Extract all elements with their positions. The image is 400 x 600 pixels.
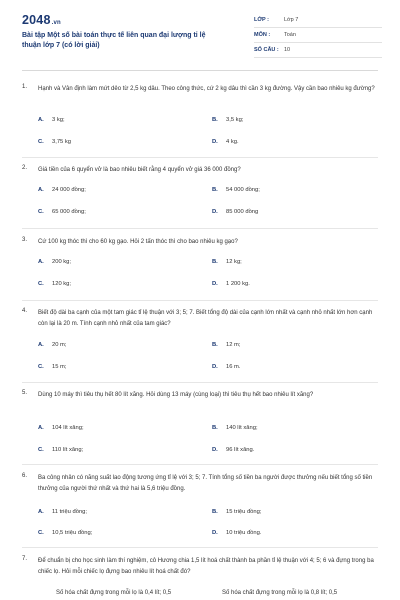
- question-1: [22, 84, 378, 144]
- question-6: [22, 473, 378, 543]
- option-text: 3,5 kg;: [226, 117, 244, 123]
- option-letter: D.: [212, 209, 218, 215]
- option-a[interactable]: [38, 509, 87, 515]
- question-7: [22, 556, 378, 588]
- header-divider: [22, 70, 378, 71]
- option-d[interactable]: [212, 447, 254, 453]
- option-letter: A.: [38, 425, 44, 431]
- option-text: 11 triệu đồng;: [52, 509, 88, 515]
- option-letter: D.: [212, 364, 218, 370]
- question-number: 2.: [22, 165, 28, 171]
- meta-divider: [254, 27, 382, 28]
- option-b[interactable]: [212, 342, 241, 348]
- option-text: 1 200 kg.: [226, 281, 250, 287]
- option-c[interactable]: [38, 530, 92, 536]
- meta-count-value: 10: [284, 47, 291, 53]
- option-text: 140 lít xăng;: [226, 425, 258, 431]
- question-text: Dùng 10 máy thì tiêu thụ hết 80 lít xăng. Hỏi dùng 13 máy (cùng loại) thì tiêu thụ hết bao nhiêu lít xăng?: [38, 392, 314, 398]
- document-title: Bài tập Một số bài toán thực tế liên quan đại lượng tỉ lệ thuận lớp 7 (có lời giải): [22, 32, 206, 49]
- question-5: [22, 390, 378, 460]
- question-4: [22, 308, 378, 378]
- option-a[interactable]: [38, 425, 84, 431]
- option-text: 96 lít xăng.: [226, 447, 255, 453]
- document-header: [0, 0, 400, 62]
- option-a[interactable]: [38, 259, 71, 265]
- question-text: Hạnh và Vân định làm mứt dẻo từ 2,5 kg dâu. Theo công thức, cứ 2 kg dâu thì cần 3 kg đường. Vậy cần bao nhiêu kg đường?: [38, 86, 375, 92]
- option-letter: B.: [212, 425, 218, 431]
- question-3: [22, 237, 378, 292]
- logo-text: 2048: [22, 13, 51, 27]
- option-letter: B.: [212, 117, 218, 123]
- option-text: 10 triệu đồng.: [226, 530, 262, 536]
- question-divider: [22, 228, 378, 229]
- option-text: 20 m;: [52, 342, 67, 348]
- question-number: 6.: [22, 473, 28, 479]
- option-letter: D.: [212, 139, 218, 145]
- option-a[interactable]: [38, 187, 86, 193]
- option-letter: A.: [38, 342, 44, 348]
- option-letter: D.: [212, 447, 218, 453]
- option-letter: B.: [212, 187, 218, 193]
- option-text: 15 triệu đồng;: [226, 509, 262, 515]
- option-text: 54 000 đồng;: [226, 187, 260, 193]
- option-text: 110 lít xăng;: [52, 447, 84, 453]
- question-text: Để chuẩn bị cho học sinh làm thí nghiệm, cô Hương chia 1,5 lít hoá chất thành ba phần tỉ lệ thuận với 4; 5; 6 và đựng trong ba chiếc lọ. Hỏi mỗi chiếc lọ đựng bao nhiêu lít hoá chất đó?: [38, 558, 374, 575]
- question-text: Cứ 100 kg thóc thì cho 60 kg gạo. Hỏi 2 tấn thóc thì cho bao nhiêu kg gạo?: [38, 239, 238, 245]
- question-text: Giá tiền của 6 quyển vở là bao nhiêu biết rằng 4 quyển vở giá 36 000 đồng?: [38, 167, 241, 173]
- option-d[interactable]: [212, 139, 239, 145]
- meta-subject-row: [254, 29, 382, 44]
- option-letter: C.: [38, 447, 44, 453]
- option-a[interactable]: [38, 117, 65, 123]
- option-b[interactable]: [212, 509, 261, 515]
- option-text: 16 m.: [226, 364, 241, 370]
- option-text: 65 000 đồng;: [52, 209, 86, 215]
- option-letter: D.: [212, 530, 218, 536]
- meta-count-row: [254, 44, 382, 59]
- option-text: 15 m;: [52, 364, 67, 370]
- question-divider: [22, 157, 378, 158]
- question-number: 4.: [22, 308, 28, 314]
- option-partial-right[interactable]: Số hóa chất đựng trong mỗi lọ là 0,8 lít; 0,5: [222, 590, 338, 596]
- option-d[interactable]: [212, 364, 241, 370]
- question-number: 5.: [22, 390, 28, 396]
- option-b[interactable]: [212, 425, 258, 431]
- option-letter: C.: [38, 139, 44, 145]
- option-letter: C.: [38, 530, 44, 536]
- option-text: 104 lít xăng;: [52, 425, 84, 431]
- option-text: 10,5 triệu đồng;: [52, 530, 93, 536]
- logo-suffix: .vn: [51, 20, 61, 26]
- meta-subject-value: Toán: [284, 32, 296, 38]
- question-divider: [22, 300, 378, 301]
- question-number: 3.: [22, 237, 28, 243]
- option-partial-left[interactable]: Số hóa chất đựng trong mỗi lọ là 0,4 lít; 0,5: [56, 590, 172, 596]
- option-text: 3,75 kg: [52, 139, 72, 145]
- meta-info: [254, 14, 382, 59]
- option-c[interactable]: [38, 364, 67, 370]
- option-b[interactable]: [212, 187, 260, 193]
- option-letter: A.: [38, 187, 44, 193]
- option-text: 12 m;: [226, 342, 241, 348]
- option-letter: D.: [212, 281, 218, 287]
- question-2: [22, 165, 378, 220]
- option-text: 200 kg;: [52, 259, 72, 265]
- question-divider: [22, 464, 378, 465]
- option-c[interactable]: [38, 139, 71, 145]
- option-letter: B.: [212, 509, 218, 515]
- option-a[interactable]: [38, 342, 67, 348]
- question-number: 1.: [22, 84, 28, 90]
- meta-subject-label: MÔN :: [254, 32, 271, 38]
- option-letter: A.: [38, 259, 44, 265]
- option-letter: A.: [38, 117, 44, 123]
- option-letter: C.: [38, 281, 44, 287]
- question-text: Biết độ dài ba cạnh của một tam giác tỉ lệ thuận với 3; 5; 7. Biết tổng độ dài của cạnh lớn nhất và cạnh nhỏ nhất lớn hơn cạnh còn lại là 20 m. Tính cạnh nhỏ nhất của tam giác?: [38, 310, 373, 327]
- meta-divider: [254, 57, 382, 58]
- option-text: 4 kg.: [226, 139, 239, 145]
- option-letter: C.: [38, 364, 44, 370]
- option-letter: C.: [38, 209, 44, 215]
- option-d[interactable]: [212, 281, 250, 287]
- option-b[interactable]: [212, 117, 243, 123]
- option-text: 85 000 đồng: [226, 209, 259, 215]
- option-text: 120 kg;: [52, 281, 72, 287]
- option-d[interactable]: [212, 530, 261, 536]
- option-letter: A.: [38, 509, 44, 515]
- option-letter: B.: [212, 342, 218, 348]
- option-c[interactable]: [38, 209, 86, 215]
- meta-count-label: SỐ CÂU :: [254, 47, 279, 53]
- question-text: Ba công nhân có năng suất lao động tương ứng tỉ lệ với 3; 5; 7. Tính tổng số tiền ba người được thưởng nếu biết tổng số tiền thưởng của người thứ nhất và thứ hai là 5,6 triệu đồng.: [38, 475, 373, 492]
- option-d[interactable]: [212, 209, 258, 215]
- meta-divider: [254, 42, 382, 43]
- question-divider: [22, 382, 378, 383]
- option-c[interactable]: [38, 447, 83, 453]
- site-logo[interactable]: [22, 13, 61, 27]
- option-letter: B.: [212, 259, 218, 265]
- option-text: 3 kg;: [52, 117, 65, 123]
- option-b[interactable]: [212, 259, 242, 265]
- meta-class-row: [254, 14, 382, 29]
- option-text: 12 kg;: [226, 259, 242, 265]
- question-number: 7.: [22, 556, 28, 562]
- meta-class-value: Lớp 7: [284, 17, 299, 23]
- question-divider: [22, 547, 378, 548]
- meta-class-label: LỚP :: [254, 17, 269, 23]
- option-text: 24 000 đồng;: [52, 187, 86, 193]
- option-c[interactable]: [38, 281, 71, 287]
